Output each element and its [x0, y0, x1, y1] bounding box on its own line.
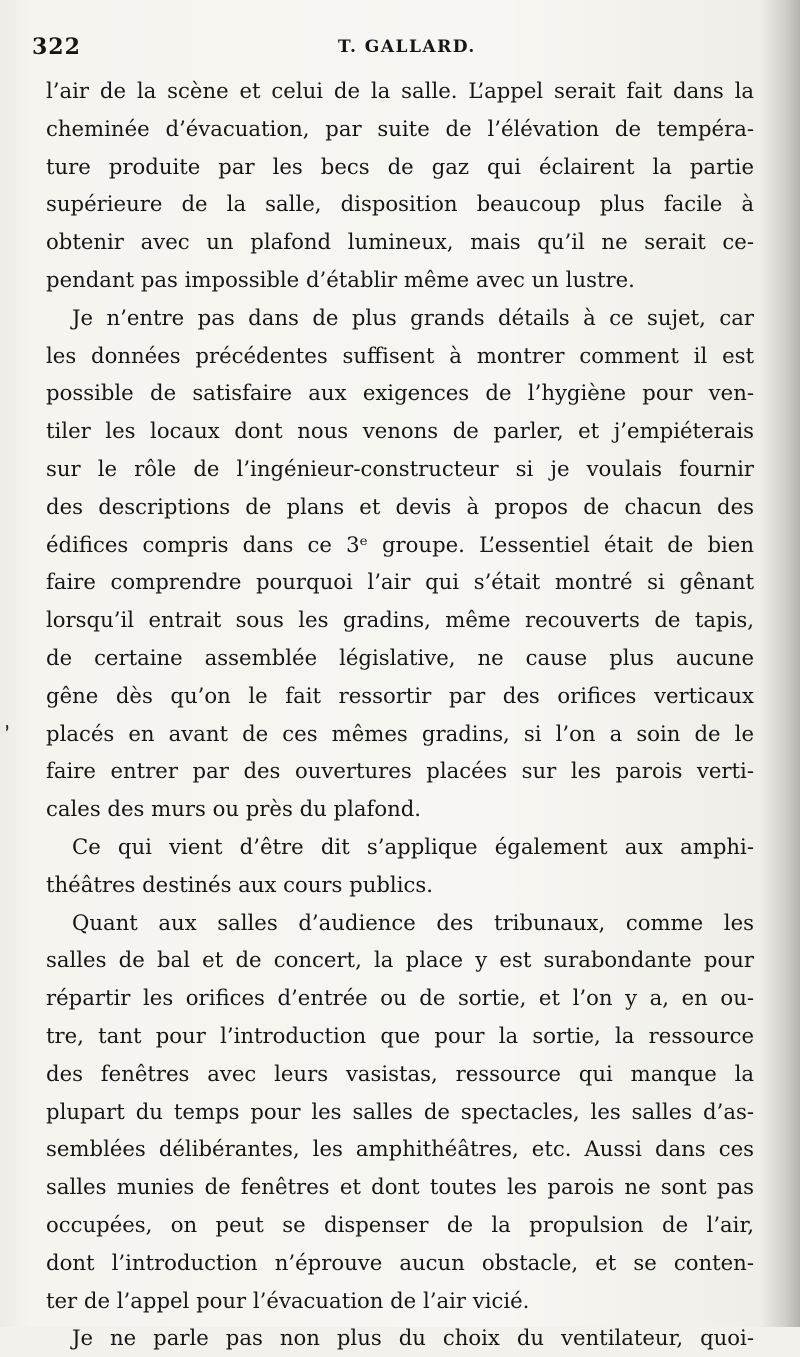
text-line: Quant aux salles d’audience des tribunaux, comme les [72, 909, 754, 935]
text-line: salles de bal et de concert, la place y est surabondante pour [46, 947, 754, 973]
margin-mark: ’ [1, 721, 18, 748]
text-line: répartir les orifices d’entrée ou de sortie, et l’on y a, en ou- [46, 985, 754, 1011]
text-line: l’air de la scène et celui de la salle. L’appel serait fait dans la [46, 78, 754, 103]
text-line: possible de satisfaire aux exigences de l’hygiène pour ven- [46, 380, 754, 406]
text-line: tre, tant pour l’introduction que pour la sortie, la ressource [46, 1022, 754, 1048]
text-line: sur le rôle de l’ingénieur-constructeur si je voulais fournir [46, 455, 754, 481]
text-line: Ce qui vient d’être dit s’applique également aux amphi- [72, 833, 754, 859]
text-line: salles munies de fenêtres et dont toutes les parois ne sont pas [46, 1174, 754, 1200]
text-line: supérieure de la salle, disposition beaucoup plus facile à [46, 191, 754, 217]
text-line: gêne dès qu’on le fait ressortir par des orifices verticaux [46, 682, 754, 708]
text-line: des fenêtres avec leurs vasistas, ressource qui manque la [46, 1060, 754, 1086]
text-line: faire comprendre pourquoi l’air qui s’était montré si gênant [46, 569, 754, 595]
text-line: édifices compris dans ce 3ᵉ groupe. L’essentiel était de bien [46, 531, 754, 557]
body-text [46, 72, 754, 1357]
text-line: dont l’introduction n’éprouve aucun obstacle, et se conten- [46, 1249, 754, 1275]
text-line: semblées délibérantes, les amphithéâtres, etc. Aussi dans ces [46, 1136, 754, 1162]
page-number: 322 [32, 34, 81, 60]
text-line: de certaine assemblée législative, ne cause plus aucune [46, 644, 754, 670]
text-line: ture produite par les becs de gaz qui éclairent la partie [46, 153, 754, 179]
text-line: occupées, on peut se dispenser de la propulsion de l’air, [46, 1211, 754, 1237]
gutter-shadow [760, 0, 800, 1327]
text-line: des descriptions de plans et devis à propos de chacun des [46, 493, 754, 519]
text-line: tiler les locaux dont nous venons de parler, et j’empiéterais [46, 418, 754, 444]
page-header [32, 34, 752, 68]
text-line: Je n’entre pas dans de plus grands détails à ce sujet, car [72, 304, 754, 330]
text-line: les données précédentes suffisent à montrer comment il est [46, 342, 754, 368]
text-line: pendant pas impossible d’établir même avec un lustre. [46, 266, 635, 292]
text-line: théâtres destinés aux cours publics. [46, 871, 433, 897]
text-line: cheminée d’évacuation, par suite de l’élévation de tempéra- [46, 115, 754, 141]
text-line: faire entrer par des ouvertures placées sur les parois verti- [46, 758, 754, 784]
text-line: plupart du temps pour les salles de spectacles, les salles d’as- [46, 1098, 754, 1124]
running-head: T. GALLARD. [338, 37, 476, 57]
text-line: lorsqu’il entrait sous les gradins, même recouverts de tapis, [46, 607, 754, 633]
text-line: obtenir avec un plafond lumineux, mais qu’il ne serait ce- [46, 229, 754, 255]
text-line: cales des murs ou près du plafond. [46, 796, 422, 822]
text-line: placés en avant de ces mêmes gradins, si l’on a soin de le [46, 720, 754, 746]
text-line: Je ne parle pas non plus du choix du ventilateur, quoi- [72, 1325, 754, 1351]
text-line: ter de l’appel pour l’évacuation de l’air vicié. [46, 1287, 530, 1313]
